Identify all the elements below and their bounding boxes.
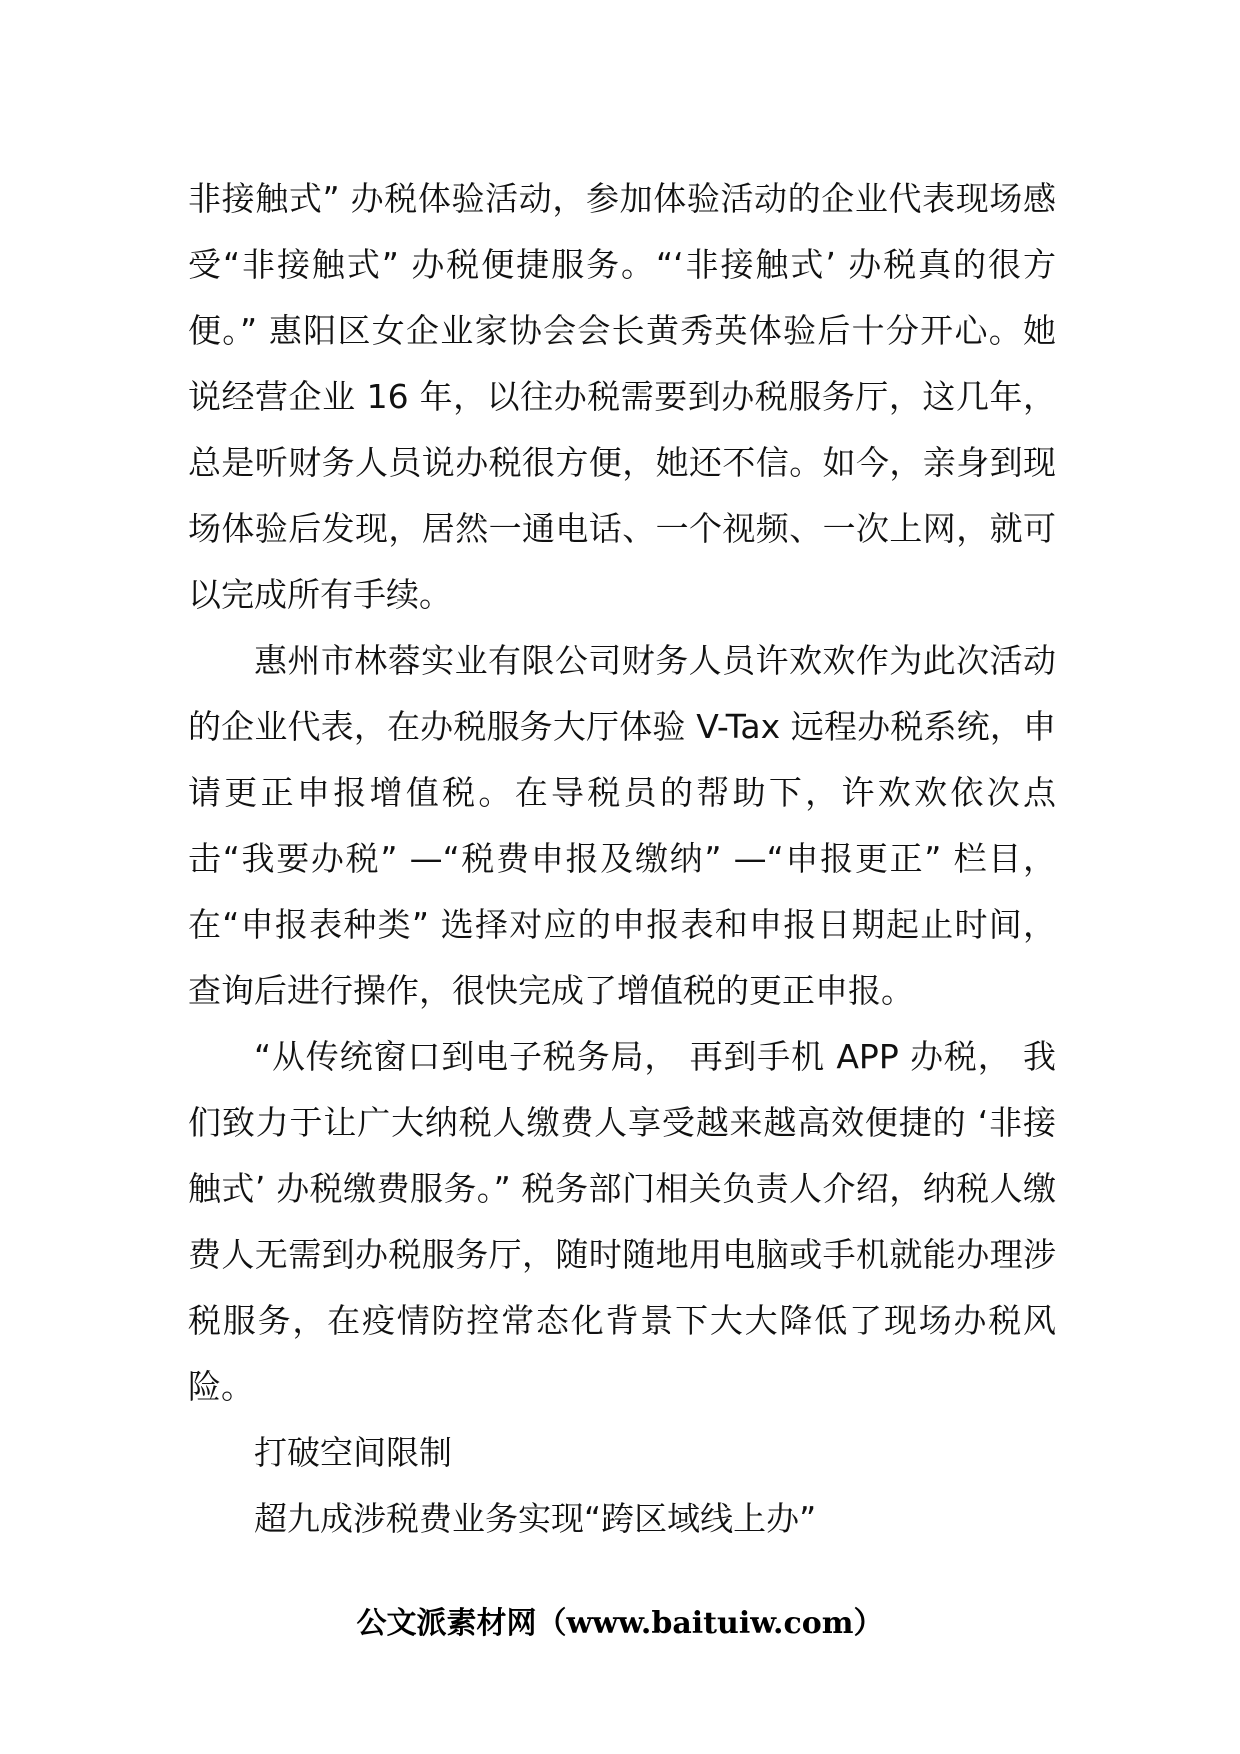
- footer-watermark: 公文派素材网（www.baituiw.com）: [356, 1606, 884, 1641]
- paragraph-3: “从传统窗口到电子税务局， 再到手机 APP 办税， 我们致力于让广大纳税人缴费人享受越来越高效便捷的 ‘非接触式’ 办税缴费服务。” 税务部门相关负责人介绍，纳税人缴费人无需到办税服务厅，随时随地用电脑或手机就能办理涉税服务，在疫情防控常态化背景下大大降低了现场办税风险。: [188, 1037, 1056, 1406]
- section-subheading: 超九成涉税费业务实现“跨区域线上办”: [254, 1499, 817, 1538]
- section-heading: 打破空间限制: [254, 1433, 452, 1472]
- paragraph-1: 非接触式” 办税体验活动，参加体验活动的企业代表现场感受“非接触式” 办税便捷服务。“‘非接触式’ 办税真的很方便。” 惠阳区女企业家协会会长黄秀英体验后十分开心。她说经营企业 16 年，以往办税需要到办税服务厅，这几年，总是听财务人员说办税很方便，她还不信。如今，亲身到现场体验后发现，居然一通电话、一个视频、一次上网，就可以完成所有手续。: [188, 179, 1056, 614]
- paragraph-2: 惠州市林蓉实业有限公司财务人员许欢欢作为此次活动的企业代表，在办税服务大厅体验 V-Tax 远程办税系统，申请更正申报增值税。在导税员的帮助下，许欢欢依次点击“我要办税” —“税费申报及缴纳” —“申报更正” 栏目，在“申报表种类” 选择对应的申报表和申报日期起止时间，查询后进行操作，很快完成了增值税的更正申报。: [188, 641, 1056, 1010]
- article-body: [188, 166, 1056, 1552]
